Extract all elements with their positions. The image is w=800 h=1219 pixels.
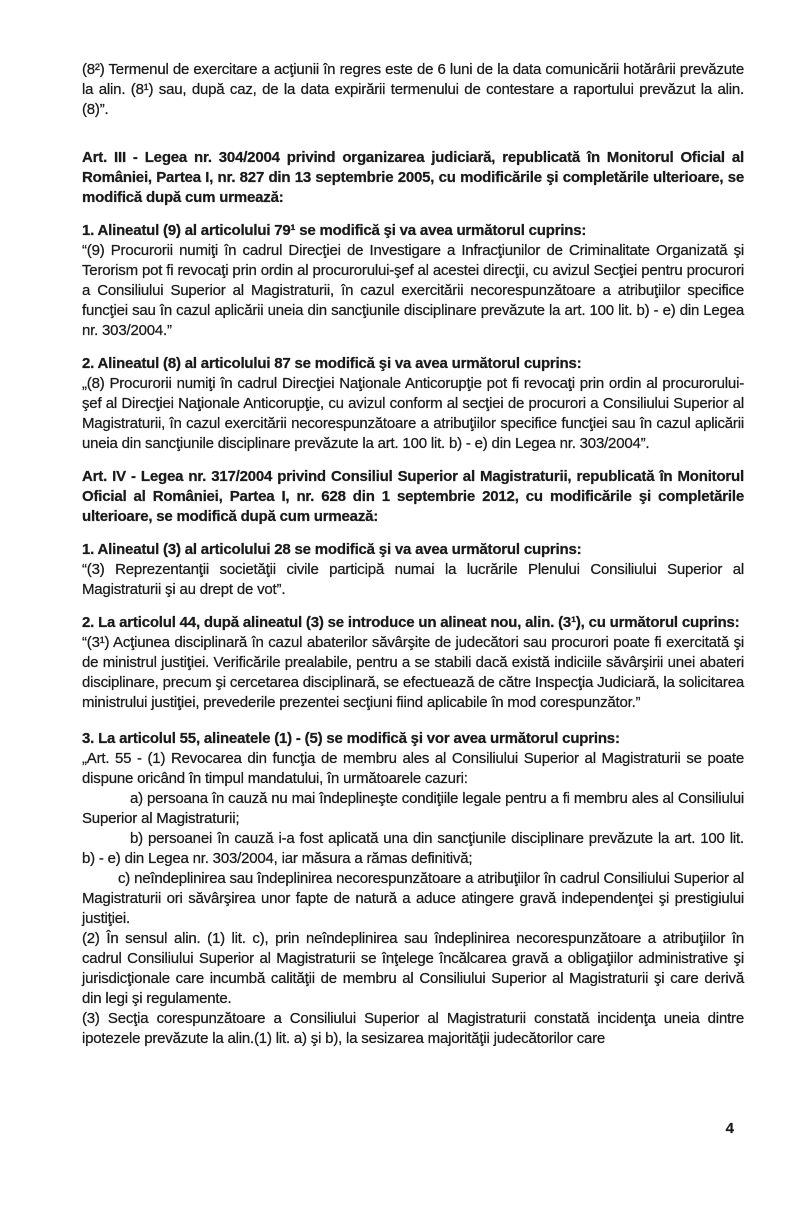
art-iv-item2-heading: 2. La articolul 44, după alineatul (3) se introduce un alineat nou, alin. (3¹), cu următorul cuprins: [82,614,740,631]
art-iv-item1-body: “(3) Reprezentanţii societăţii civile participă numai la lucrările Plenului Consiliului Superior al Magistraturii şi au drept de vot”. [82,561,744,598]
art-iii-item2-body: „(8) Procurorii numiţi în cadrul Direcţiei Naţionale Anticorupţie pot fi revocaţi prin ordin al procurorului-şef al Direcţiei Naţionale Anticorupţie, cu avizul conform al secţiei de procurori a Consiliului Superior al Magistraturii, în cazul exercitării necorespunzătoare a atribuţiilor specifice funcţiei sau în cazul aplicării uneia din sancţiunile disciplinare prevăzute la art. 100 lit. b) - e) din Legea nr. 303/2004”. [82,375,744,452]
art-iv-heading: Art. IV - Legea nr. 317/2004 privind Consiliul Superior al Magistraturii, republicată în Monitorul Oficial al României, Partea I, nr. 628 din 1 septembrie 2012, cu modificările şi completările ulterioare, se modifică după cum urmează: [82,468,744,525]
art-iv-item2-body: “(3¹) Acţiunea disciplinară în cazul abaterilor săvârşite de judecători sau procurori poate fi exercitată şi de ministrul justiţiei. Verificările prealabile, pentru a se stabili dacă există indiciile săvârşirii unei abateri disciplinare, precum şi cercetarea disciplinară, se efectuează de către Inspecţia Judiciară, la solicitarea ministrului justiţiei, prevederile prezentei secţiuni fiind aplicabile în mod corespunzător.” [82,634,744,711]
page-number: 4 [725,1120,734,1137]
art-iii-item1-body: “(9) Procurorii numiţi în cadrul Direcţiei de Investigare a Infracţiunilor de Criminalitate Organizată şi Terorism pot fi revocaţi prin ordin al procurorului-şef al acestei direcţii, cu avizul Secţiei pentru procurori a Consiliului Superior al Magistraturii, în cazul exercitării necorespunzătoare a atribuţiilor specifice funcţiei sau în cazul aplicării uneia din sancţiunile disciplinare prevăzute la art. 100 lit. b) - e) din Legea nr. 303/2004.” [82,242,744,339]
art-iv-item3-heading: 3. La articolul 55, alineatele (1) - (5) se modifică şi vor avea următorul cuprins: [82,730,620,747]
document-content [82,60,744,1049]
art-iii-heading: Art. III - Legea nr. 304/2004 privind organizarea judiciară, republicată în Monitorul Oficial al României, Partea I, nr. 827 din 13 septembrie 2005, cu modificările şi completările ulterioare, se modifică după cum urmează: [82,149,744,206]
art-iii-item1-heading: 1. Alineatul (9) al articolului 79¹ se modifică şi va avea următorul cuprins: [82,222,587,239]
art-iv-item3-para-3: (3) Secţia corespunzătoare a Consiliului Superior al Magistraturii constată incidenţa uneia dintre ipotezele prevăzute la alin.(1) lit. a) şi b), la sesizarea majorităţii judecătorilor care [82,1010,744,1047]
art-iv-item3-point-a: a) persoana în cauză nu mai îndeplineşte condiţiile legale pentru a fi membru ales al Consiliului Superior al Magistraturii; [82,790,744,827]
art-iv-item1-heading: 1. Alineatul (3) al articolului 28 se modifică şi va avea următorul cuprins: [82,541,582,558]
art-iv-item3-para-2: (2) În sensul alin. (1) lit. c), prin neîndeplinirea sau îndeplinirea necorespunzătoare a atribuţiilor în cadrul Consiliului Superior al Magistraturii se înţelege încălcarea gravă a obligaţiilor administrative şi jurisdicţionale care incumbă calităţii de membru al Consiliului Superior al Magistraturii şi care derivă din legi şi regulamente. [82,930,744,1007]
art-iii-item2-heading: 2. Alineatul (8) al articolului 87 se modifică şi va avea următorul cuprins: [82,355,582,372]
art-iv-item3-point-c: c) neîndeplinirea sau îndeplinirea necorespunzătoare a atribuţiilor în cadrul Consiliului Superior al Magistraturii ori săvârşirea unor fapte de natură a aduce atingere gravă independenţei şi prestigiului justiţiei. [82,870,745,927]
intro-paragraph: (8²) Termenul de exercitare a acţiunii în regres este de 6 luni de la data comunicării hotărârii prevăzute la alin. (8¹) sau, după caz, de la data expirării termenului de contestare a raportului prevăzut la alin. (8)”. [82,61,744,118]
art-iv-item3-point-b: b) persoanei în cauză i-a fost aplicată una din sancţiunile disciplinare prevăzute la art. 100 lit. b) - e) din Legea nr. 303/2004, iar măsura a rămas definitivă; [82,830,744,867]
art-iv-item3-body-intro: „Art. 55 - (1) Revocarea din funcţia de membru ales al Consiliului Superior al Magistraturii se poate dispune oricând în timpul mandatului, în următoarele cazuri: [82,750,744,787]
